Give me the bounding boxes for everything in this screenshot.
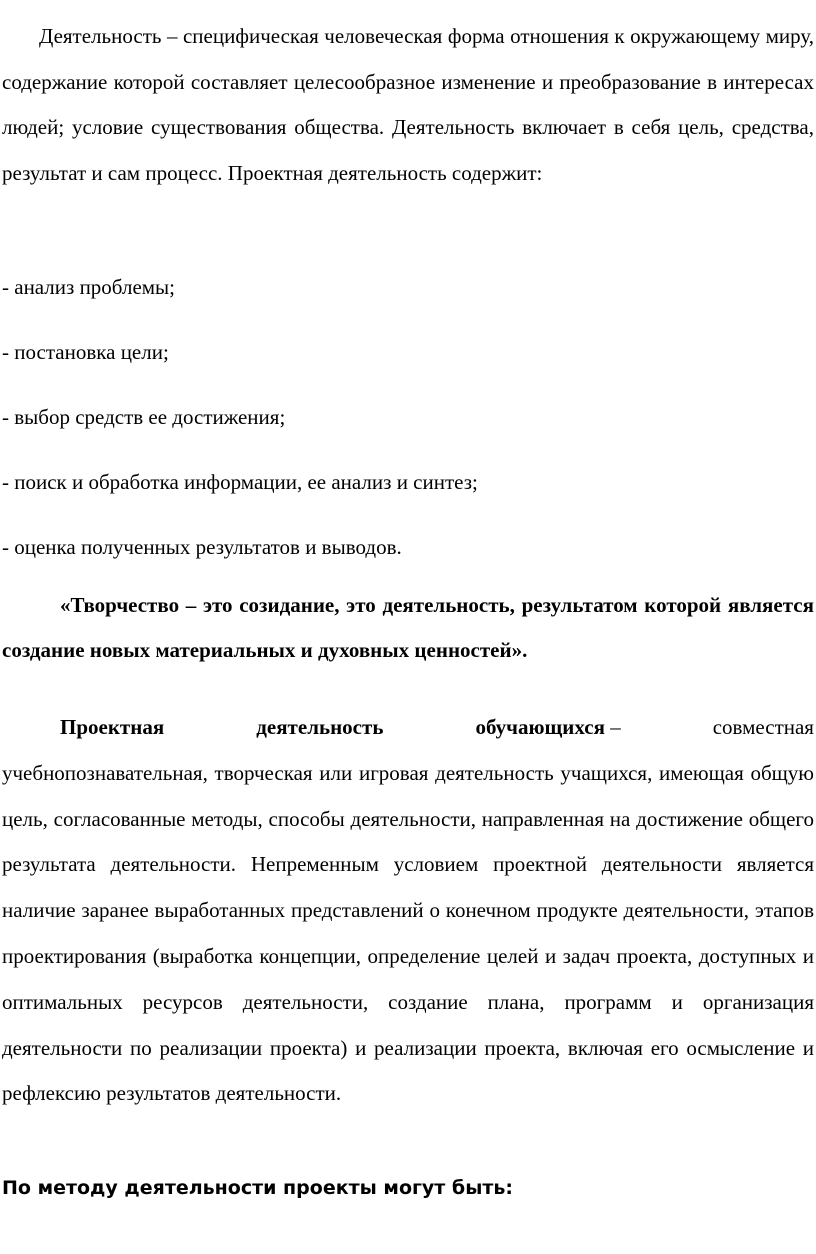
project-types-heading: По методу деятельности проекты могут быть: (2, 1177, 514, 1199)
definition-term-word-3-group (475, 705, 620, 751)
definition-first-line (2, 705, 814, 751)
definition-body: учебнопознавательная, творческая или игровая деятельность учащихся, имеющая общую цель, согласованные методы, способы деятельности, направленная на достижение общего результата деятельности. Непременным условием проектной деятельности является наличие заранее выработанных представлений о конечном продукте деятельности, этапов проектирования (выработка концепции, определение целей и задач проекта, доступных и оптимальных ресурсов деятельности, создание плана, программ и организация деятельности по реализации проекта) и реализации проекта, включая его осмысление и рефлексию результатов деятельности. (2, 760, 814, 1106)
list-item-results-evaluation: - оценка полученных результатов и выводов. (2, 535, 402, 559)
intro-paragraph: Деятельность – специфическая человеческая форма отношения к окружающему миру, содержание которой составляет целесообразное изменение и преобразование в интересах людей; условие существования общества. Деятельность включает в себя цель, средства, результат и сам процесс. Проектная деятельность содержит: (2, 24, 814, 185)
list-item-problem-analysis: - анализ проблемы; (2, 275, 176, 299)
definition-first-tail: совместная (712, 715, 814, 739)
list-item-means-choice: - выбор средств ее достижения; (2, 405, 286, 429)
project-activity-definition (2, 705, 814, 1117)
creativity-quote: «Творчество – это созидание, это деятельность, результатом которой является создание новых материальных и духовных ценностей». (2, 593, 814, 662)
definition-term-word-1: Проектная (60, 715, 165, 739)
list-item-information-search: - поиск и обработка информации, ее анализ и синтез; (2, 470, 478, 494)
definition-dash: – (604, 715, 621, 739)
list-item-goal-setting: - постановка цели; (2, 340, 169, 364)
definition-term-word-2: деятельность (256, 715, 384, 739)
definition-term-word-3: обучающихся (475, 715, 605, 739)
